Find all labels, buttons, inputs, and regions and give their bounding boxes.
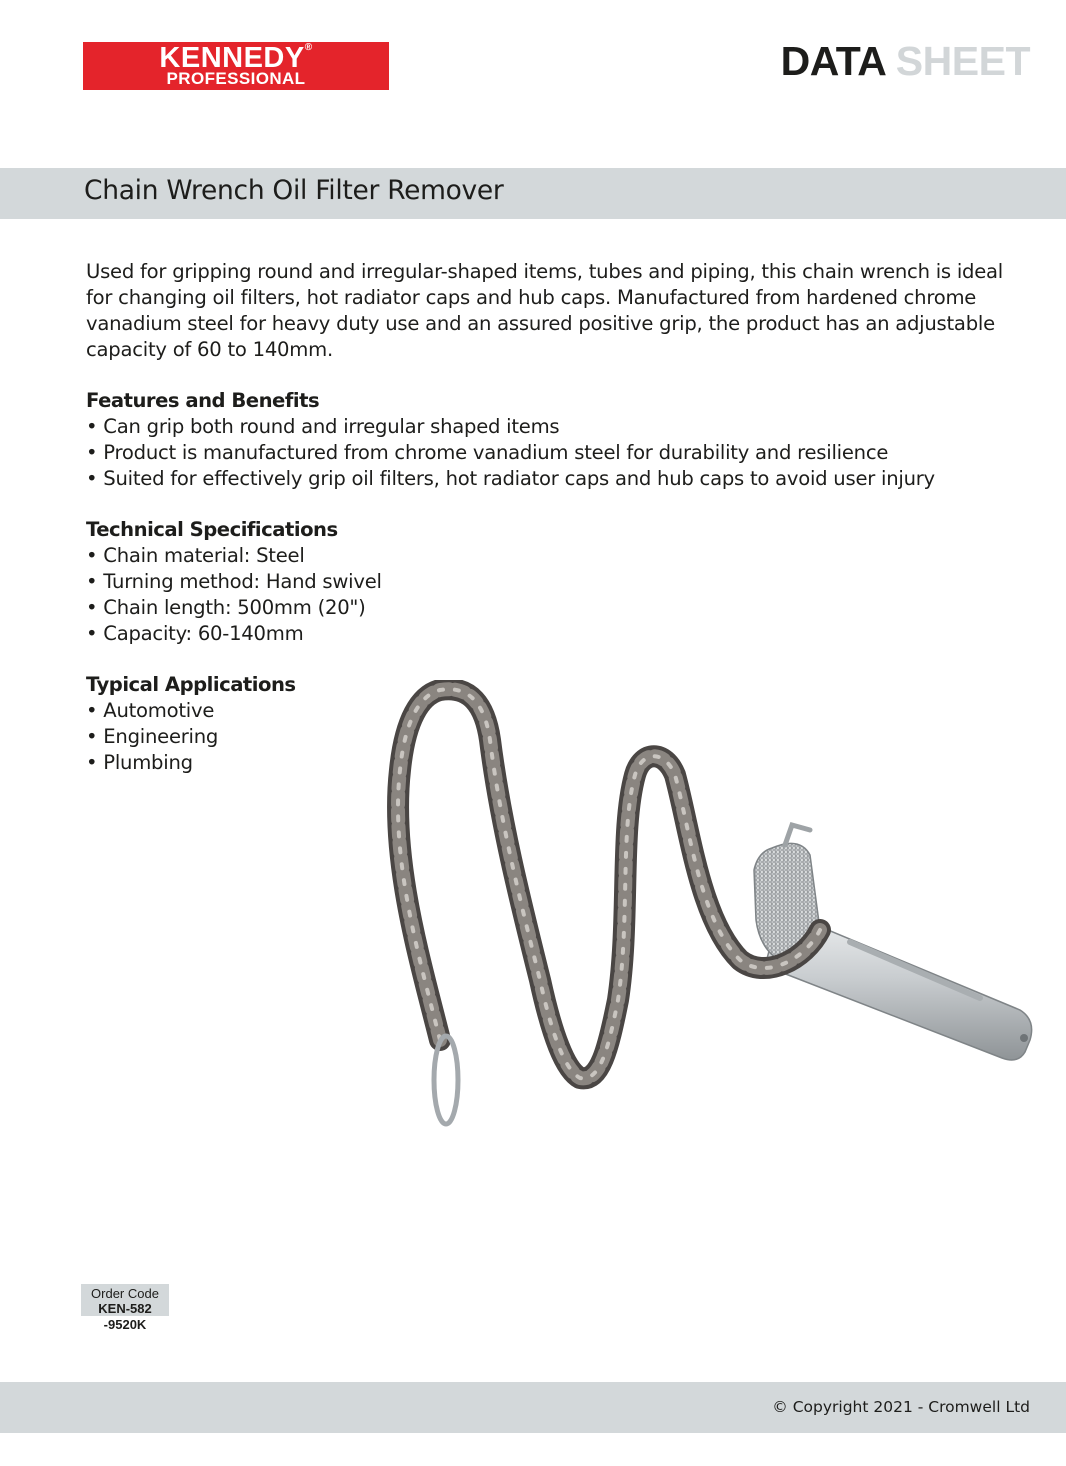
spec-item: • Chain length: 500mm (20") <box>86 595 1016 621</box>
applications-heading: Typical Applications <box>86 673 296 696</box>
order-code-value-line2: -9520K <box>103 1317 147 1332</box>
product-description: Used for gripping round and irregular-shaped items, tubes and piping, this chain wrench is ideal for changing oil filters, hot radiator caps and hub caps. Manufactured from hardened chrome vanadium steel for heavy duty use and an assured positive grip, the product has an adjustable capacity of 60 to 140mm. <box>86 260 1003 361</box>
brand-logo <box>83 42 389 90</box>
copyright-text: © Copyright 2021 - Cromwell Ltd <box>772 1398 1030 1416</box>
data-sheet-heading-part1: DATA <box>780 38 885 84</box>
specs-heading: Technical Specifications <box>86 518 338 541</box>
application-item: • Engineering <box>86 724 1016 750</box>
features-list <box>86 414 1016 492</box>
feature-item: • Suited for effectively grip oil filters, hot radiator caps and hub caps to avoid user injury <box>86 466 1016 492</box>
brand-logo-line2: PROFESSIONAL <box>166 69 306 88</box>
order-code-value-line1: KEN-582 <box>81 1302 169 1316</box>
product-title-band <box>0 168 1066 219</box>
specs-list <box>86 543 1016 647</box>
footer-band <box>0 1382 1066 1433</box>
application-item: • Automotive <box>86 698 1016 724</box>
brand-name: KENNEDY <box>159 42 305 74</box>
data-sheet-heading-part2: SHEET <box>895 38 1030 84</box>
feature-item: • Product is manufactured from chrome vanadium steel for durability and resilience <box>86 440 1016 466</box>
order-code-box <box>81 1284 169 1334</box>
spec-item: • Turning method: Hand swivel <box>86 569 1016 595</box>
spec-item: • Capacity: 60-140mm <box>86 621 1016 647</box>
spec-item: • Chain material: Steel <box>86 543 1016 569</box>
product-title: Chain Wrench Oil Filter Remover <box>84 175 504 206</box>
feature-item: • Can grip both round and irregular shaped items <box>86 414 1016 440</box>
features-heading: Features and Benefits <box>86 389 320 412</box>
data-sheet-heading <box>781 38 1030 85</box>
chain-wrench-photo <box>380 680 1040 1135</box>
registered-mark: ® <box>304 42 313 53</box>
order-code-label: Order Code <box>81 1284 169 1302</box>
application-item: • Plumbing <box>86 750 1016 776</box>
